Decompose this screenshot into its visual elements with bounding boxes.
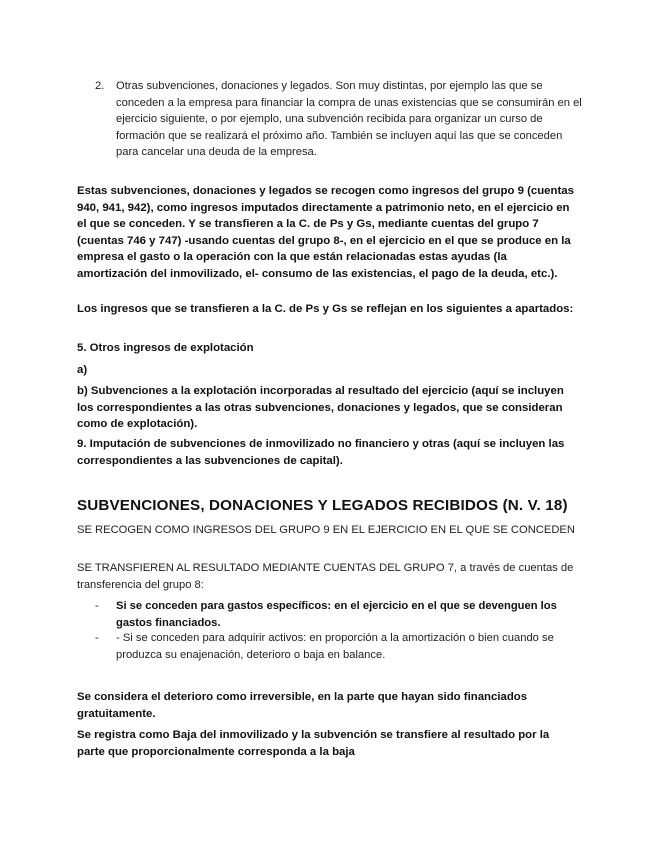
numbered-item-text: Otras subvenciones, donaciones y legados. Son muy distintas, por ejemplo las que se conceden a la empresa para financiar la compra de unas existencias que se consumirán en el ejercicio siguiente, o por ejemplo, una subvención recibida para organizar un curso de formación que se realizará el próximo año. También se incluyen aquí las que se conceden para cancelar una deuda de la empresa. bbox=[116, 80, 582, 159]
paragraph-a: a) bbox=[77, 364, 88, 376]
bullet-marker: - bbox=[95, 600, 99, 612]
paragraph-imputacion: 9. Imputación de subvenciones de inmovilizado no financiero y otras (aquí se incluyen las correspondientes a las subvenciones de capital). bbox=[77, 438, 565, 467]
paragraph-baja-inmovilizado: Se registra como Baja del inmovilizado y la subvención se transfiere al resultado por la parte que proporcionalmente corresponda a la baja bbox=[77, 729, 550, 758]
numbered-item bbox=[95, 78, 585, 161]
paragraph-otros-ingresos: 5. Otros ingresos de explotación bbox=[77, 342, 254, 354]
section-line-grupo-9: SE RECOGEN COMO INGRESOS DEL GRUPO 9 EN EL EJERCICIO EN EL QUE SE CONCEDEN bbox=[77, 524, 575, 536]
list-number: 2. bbox=[95, 80, 105, 92]
paragraph-b-subvenciones: b) Subvenciones a la explotación incorporadas al resultado del ejercicio (aquí se incluyen los correspondientes a las otras subvenciones, donaciones y legados, que se consideran como de explotación). bbox=[77, 385, 564, 431]
section-heading: SUBVENCIONES, DONACIONES Y LEGADOS RECIBIDOS (N. V. 18) bbox=[77, 497, 568, 514]
paragraph-deterioro: Se considera el deterioro como irreversible, en la parte que hayan sido financiados gratuitamente. bbox=[77, 691, 528, 720]
bullet-marker: - bbox=[95, 632, 99, 644]
bullet-item-activos bbox=[95, 630, 580, 663]
bullet-item-gastos bbox=[95, 598, 580, 631]
paragraph-ingresos-transferidos: Los ingresos que se transfieren a la C. de Ps y Gs se reflejan en los siguientes a apartados: bbox=[77, 303, 574, 315]
paragraph-grupo-9: Estas subvenciones, donaciones y legados se recogen como ingresos del grupo 9 (cuentas 940, 941, 942), como ingresos imputados directamente a patrimonio neto, en el ejercicio en el que se conceden. Y se transfieren a la C. de Ps y Gs, mediante cuentas del grupo 7 (cuentas 746 y 747) -usando cuentas del grupo 8-, en el ejercicio en el que se produce en la empresa el gasto o la operación con la que están relacionadas estas ayudas (la amortización del inmovilizado, el- consumo de las existencias, el pago de la deuda, etc.). bbox=[77, 185, 574, 280]
section-line-grupo-7: SE TRANSFIEREN AL RESULTADO MEDIANTE CUENTAS DEL GRUPO 7, a través de cuentas de transferencia del grupo 8: bbox=[77, 562, 574, 591]
bullet-text: Si se conceden para gastos específicos: en el ejercicio en el que se devenguen los gastos financiados. bbox=[116, 600, 557, 629]
bullet-text: - Si se conceden para adquirir activos: en proporción a la amortización o bien cuando se produzca su enajenación, deterioro o baja en balance. bbox=[116, 632, 554, 661]
